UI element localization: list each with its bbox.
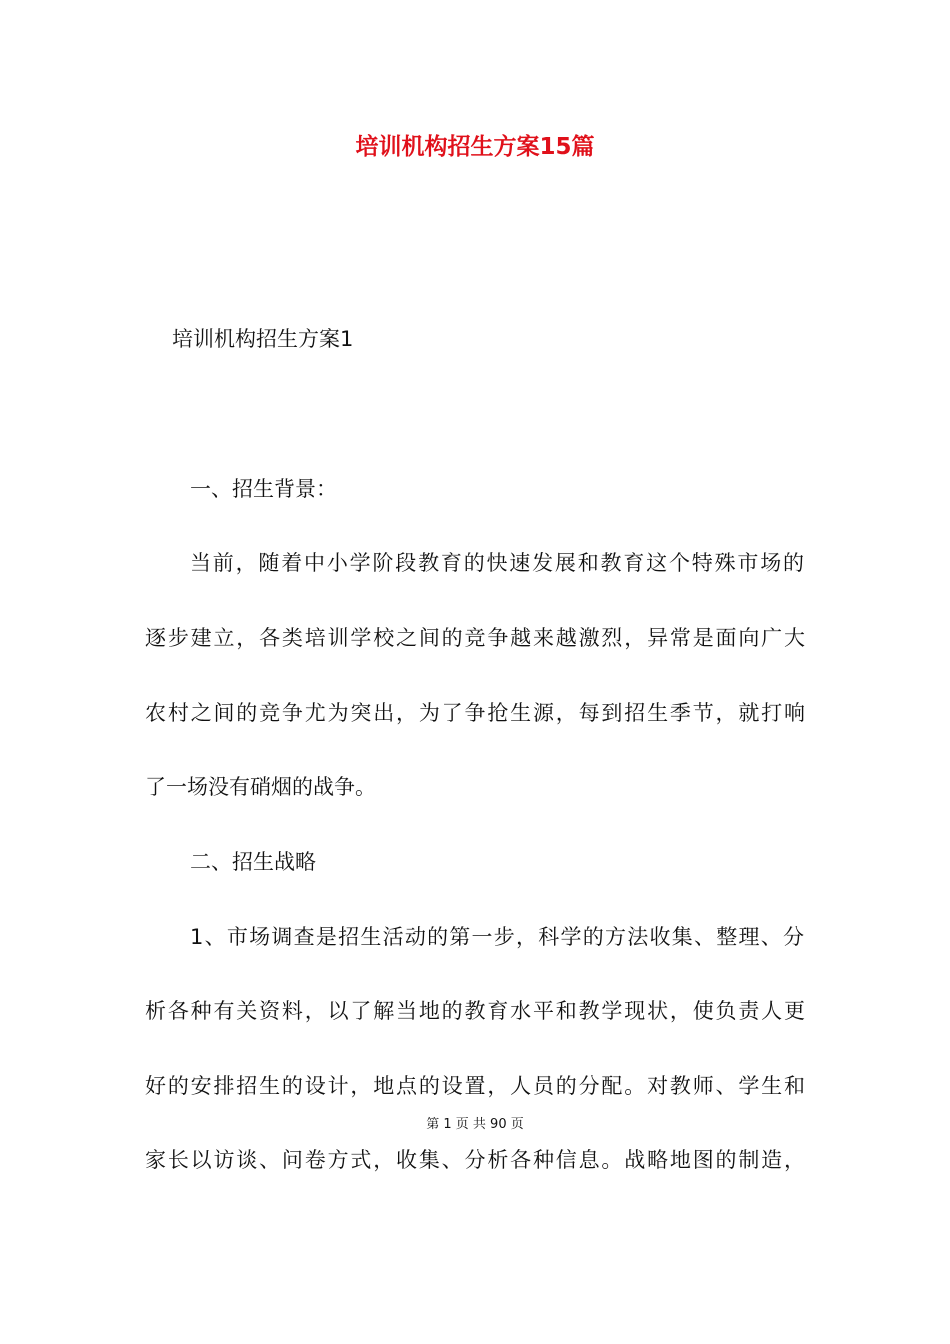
paragraph-line: 析各种有关资料，以了解当地的教育水平和教学现状，使负责人更 bbox=[145, 999, 805, 1023]
paragraph-line: 1、市场调查是招生活动的第一步，科学的方法收集、整理、分 bbox=[190, 925, 804, 949]
paragraph-line: 好的安排招生的设计，地点的设置，人员的分配。对教师、学生和 bbox=[145, 1074, 805, 1098]
paragraph-line: 逐步建立，各类培训学校之间的竞争越来越激烈，异常是面向广大 bbox=[145, 626, 805, 650]
paragraph-line: 家长以访谈、问卷方式，收集、分析各种信息。战略地图的制造， bbox=[145, 1148, 805, 1172]
page-number: 第 1 页 共 90 页 bbox=[426, 1117, 524, 1132]
heading-strategy: 二、招生战略 bbox=[190, 850, 316, 874]
document-title: 培训机构招生方案15篇 bbox=[355, 134, 595, 160]
paragraph-line: 农村之间的竞争尤为突出，为了争抢生源，每到招生季节，就打响 bbox=[145, 701, 805, 725]
paragraph-line: 当前，随着中小学阶段教育的快速发展和教育这个特殊市场的 bbox=[190, 551, 804, 575]
paragraph-line: 了一场没有硝烟的战争。 bbox=[145, 775, 376, 799]
heading-background: 一、招生背景： bbox=[190, 477, 337, 501]
section-title: 培训机构招生方案1 bbox=[172, 327, 354, 351]
